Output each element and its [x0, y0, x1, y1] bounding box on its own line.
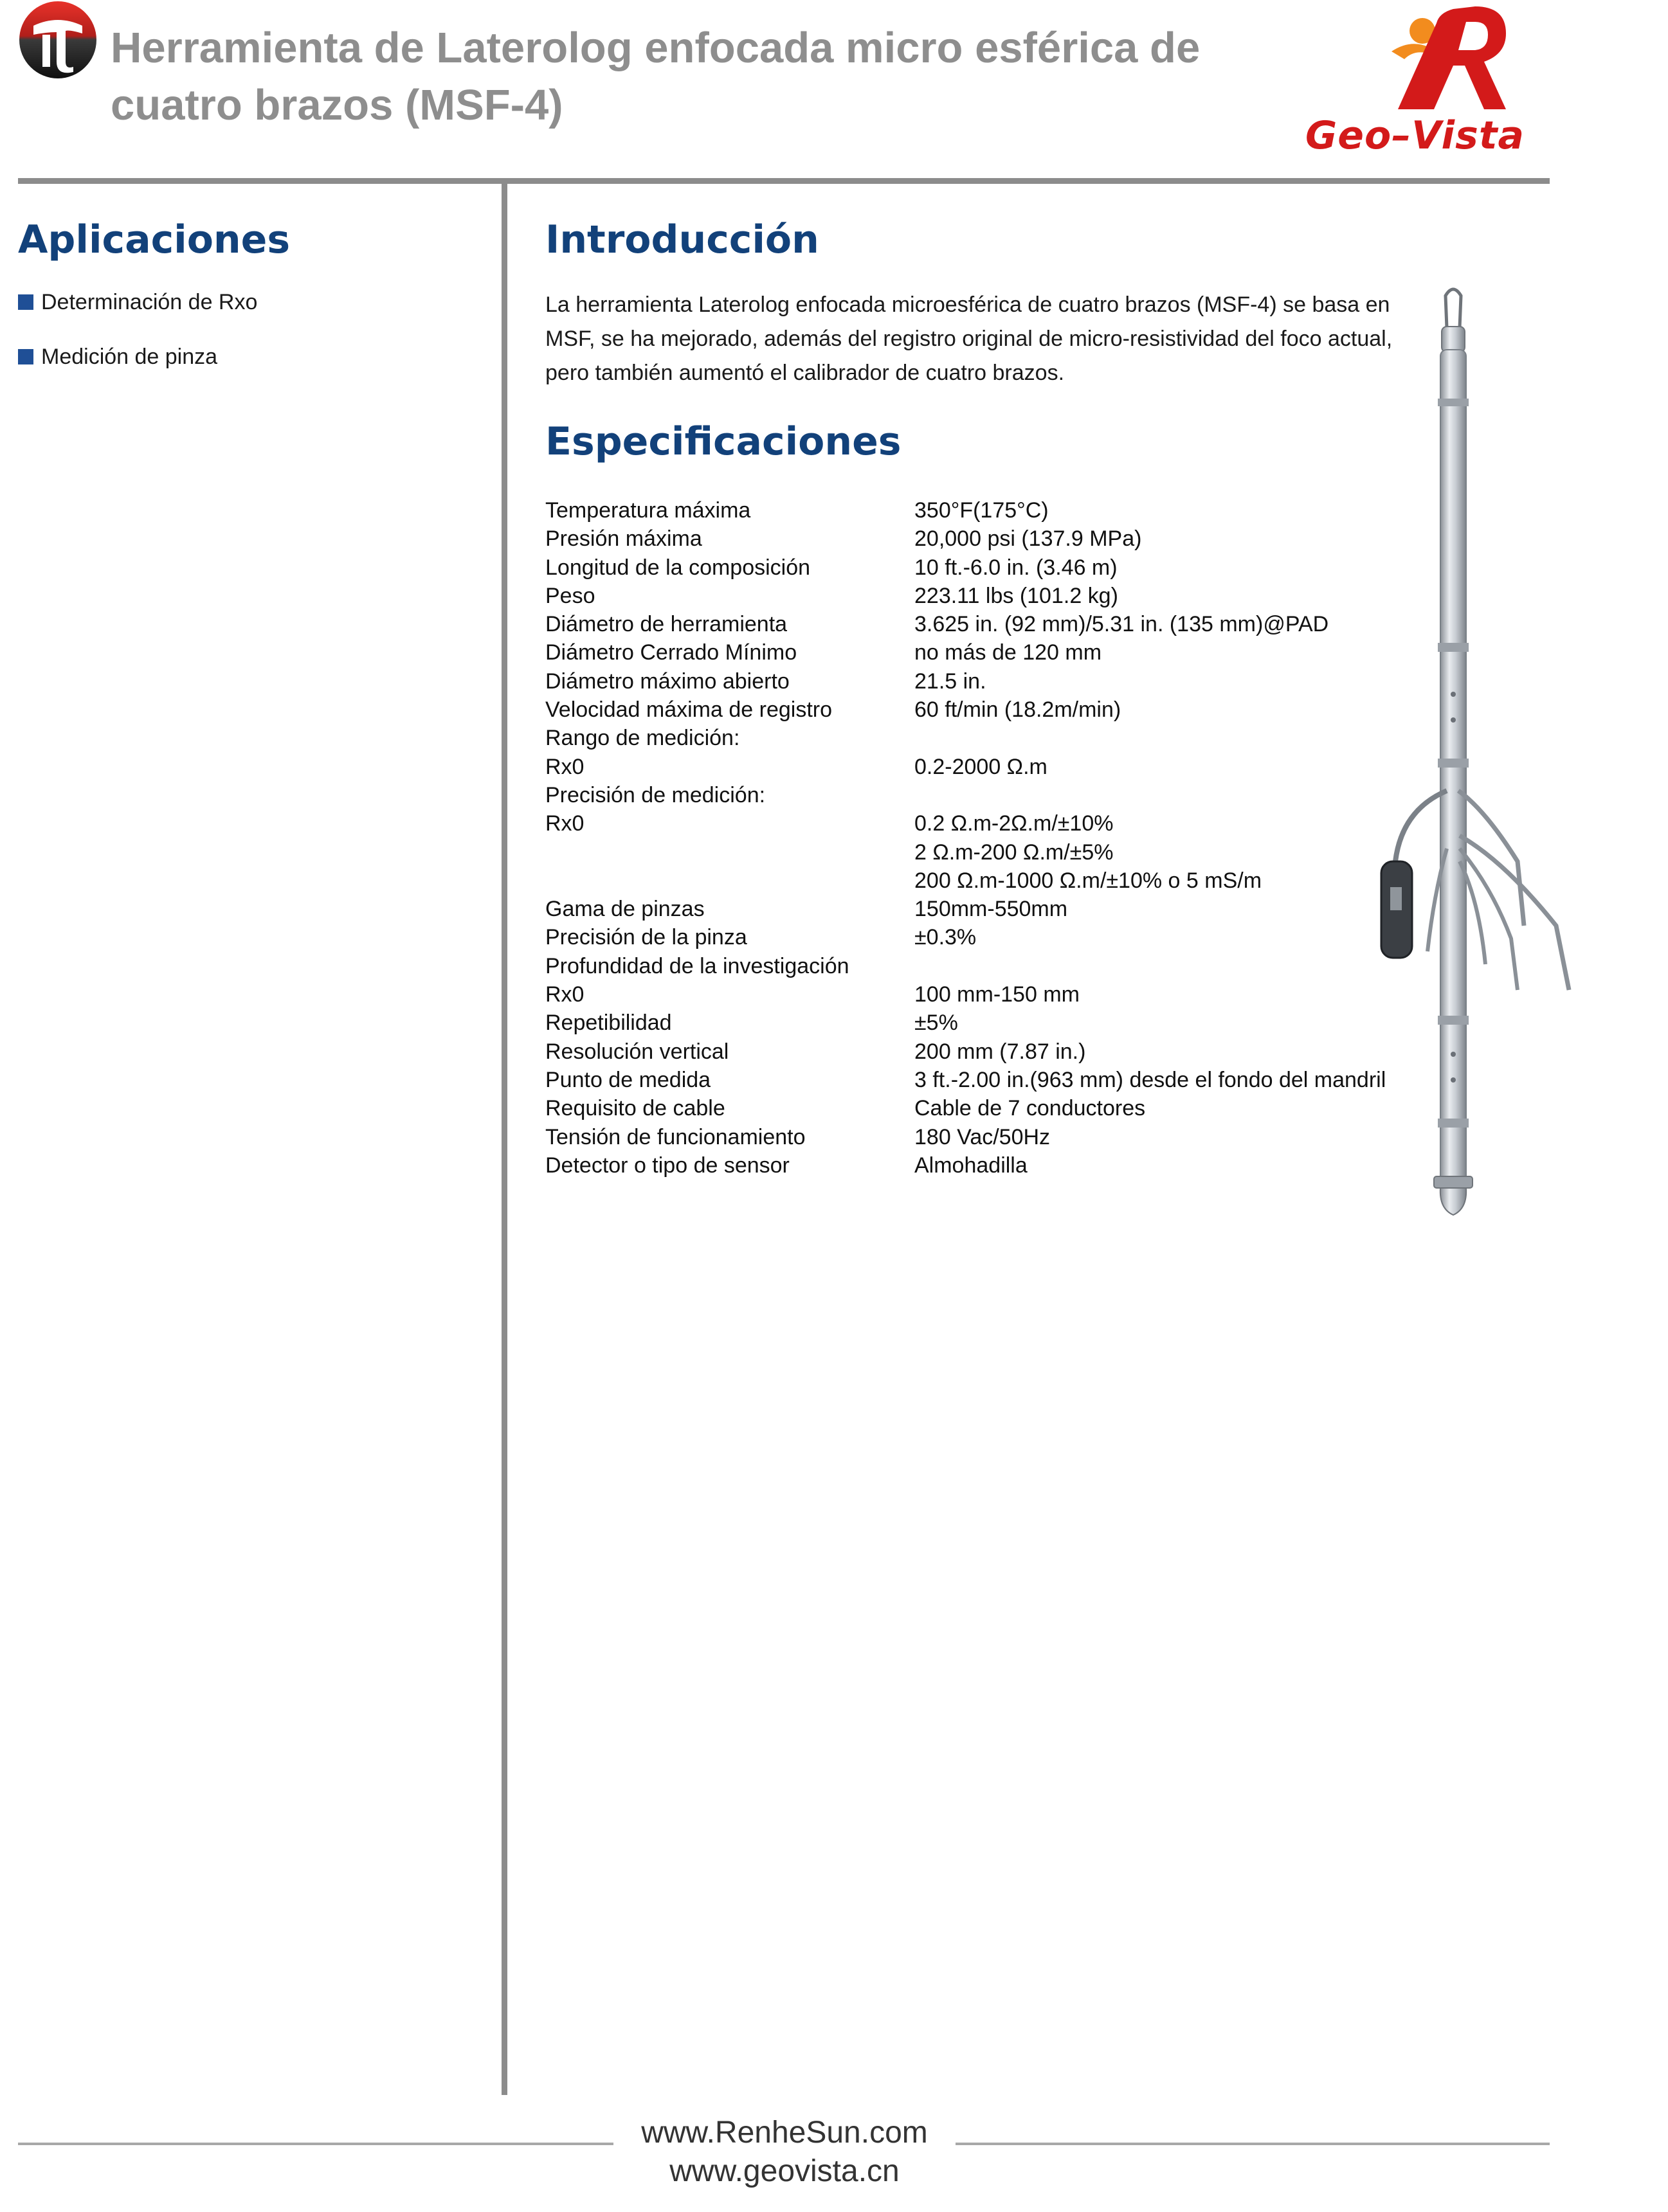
spec-label: Rx0	[545, 982, 585, 1007]
spec-row	[545, 1151, 1458, 1180]
spec-label: Repetibilidad	[545, 1011, 672, 1036]
spec-label: Velocidad máxima de registro	[545, 697, 833, 723]
introduction-heading: Introducción	[545, 217, 819, 262]
spec-value: 200 Ω.m-1000 Ω.m/±10% o 5 mS/m	[914, 868, 1262, 893]
spec-value: 2 Ω.m-200 Ω.m/±5%	[914, 840, 1114, 865]
spec-value: 3.625 in. (92 mm)/5.31 in. (135 mm)@PAD	[914, 612, 1329, 637]
spec-label: Profundidad de la investigación	[545, 953, 849, 978]
spec-label: Detector o tipo de sensor	[545, 1153, 790, 1178]
spec-label: Diámetro máximo abierto	[545, 669, 790, 694]
introduction-text: La herramienta Laterolog enfocada microesférica de cuatro brazos (MSF-4) se basa en MSF, se ha mejorado, además del registro original de micro-resistividad del foco actual, pero también aumentó el calibrador de cuatro brazos.	[545, 292, 1393, 385]
spec-label: Diámetro Cerrado Mínimo	[545, 640, 797, 665]
geovista-website-link[interactable]: www.geovista.cn	[669, 2154, 900, 2188]
application-item-label: Determinación de Rxo	[41, 290, 258, 314]
spec-label: Gama de pinzas	[545, 897, 705, 922]
spec-label: Rango de medición:	[545, 726, 740, 751]
spec-label: Punto de medida	[545, 1067, 711, 1092]
msf4-tool-illustration-icon	[1363, 283, 1595, 1234]
spec-label: Presión máxima	[545, 526, 702, 552]
application-item-label: Medición de pinza	[41, 345, 218, 369]
spec-row	[545, 980, 1458, 1009]
spec-value: Cable de 7 conductores	[914, 1096, 1146, 1121]
spec-label: Peso	[545, 583, 595, 608]
spec-value: no más de 120 mm	[914, 640, 1102, 665]
spec-value: ±0.3%	[914, 925, 977, 950]
brand-name: Geo–Vista	[1305, 113, 1525, 158]
spec-value: 3 ft.-2.00 in.(963 mm) desde el fondo del mandril	[914, 1067, 1386, 1092]
spec-row	[545, 838, 1458, 867]
spec-row	[545, 895, 1458, 923]
spec-row	[545, 923, 1458, 951]
spec-row	[545, 553, 1458, 582]
spec-label: Precisión de medición:	[545, 782, 766, 807]
renhesun-logo-icon	[18, 0, 98, 80]
square-bullet-icon	[18, 294, 33, 310]
spec-row	[545, 696, 1458, 724]
spec-row	[545, 1123, 1458, 1151]
spec-value: 150mm-550mm	[914, 897, 1068, 922]
spec-label: Tensión de funcionamiento	[545, 1124, 806, 1149]
specifications-heading: Especificaciones	[545, 419, 902, 464]
spec-value: 0.2-2000 Ω.m	[914, 754, 1047, 779]
spec-label: Resolución vertical	[545, 1039, 729, 1064]
applications-heading: Aplicaciones	[18, 217, 291, 262]
column-divider	[502, 182, 507, 2095]
spec-row	[545, 1009, 1458, 1037]
spec-value: 60 ft/min (18.2m/min)	[914, 697, 1121, 723]
spec-value: Almohadilla	[914, 1153, 1028, 1178]
spec-row	[545, 1066, 1458, 1094]
spec-row	[545, 582, 1458, 610]
spec-label: Temperatura máxima	[545, 498, 751, 523]
spec-row	[545, 525, 1458, 553]
spec-label: Diámetro de herramienta	[545, 612, 788, 637]
spec-row	[545, 952, 1458, 980]
spec-label: Longitud de la composición	[545, 555, 811, 580]
spec-value: 180 Vac/50Hz	[914, 1124, 1051, 1149]
spec-value: 0.2 Ω.m-2Ω.m/±10%	[914, 811, 1114, 836]
renhesun-website-link[interactable]: www.RenheSun.com	[641, 2116, 928, 2150]
spec-value: 21.5 in.	[914, 669, 986, 694]
spec-value: 100 mm-150 mm	[914, 982, 1080, 1007]
spec-value: 200 mm (7.87 in.)	[914, 1039, 1086, 1064]
spec-row	[545, 809, 1458, 838]
spec-row	[545, 724, 1458, 752]
specifications-table	[545, 496, 1458, 1180]
header-divider	[18, 178, 1550, 184]
spec-label: Precisión de la pinza	[545, 925, 747, 950]
spec-row	[545, 610, 1458, 638]
spec-row	[545, 1094, 1458, 1122]
application-item	[18, 344, 217, 370]
spec-row	[545, 753, 1458, 781]
spec-label: Rx0	[545, 811, 585, 836]
spec-row	[545, 867, 1458, 895]
spec-label: Requisito de cable	[545, 1096, 725, 1121]
spec-value: 223.11 lbs (101.2 kg)	[914, 583, 1118, 608]
spec-value: 350°F(175°C)	[914, 498, 1049, 523]
application-item	[18, 289, 257, 315]
spec-row	[545, 1038, 1458, 1066]
spec-value: 10 ft.-6.0 in. (3.46 m)	[914, 555, 1118, 580]
square-bullet-icon	[18, 349, 33, 364]
spec-value: ±5%	[914, 1011, 958, 1036]
spec-value: 20,000 psi (137.9 MPa)	[914, 526, 1142, 552]
spec-row	[545, 496, 1458, 525]
spec-label: Rx0	[545, 754, 585, 779]
spec-row	[545, 667, 1458, 696]
spec-row	[545, 781, 1458, 809]
document-title: Herramienta de Laterolog enfocada micro esférica de cuatro brazos (MSF-4)	[111, 24, 1201, 129]
spec-row	[545, 638, 1458, 667]
